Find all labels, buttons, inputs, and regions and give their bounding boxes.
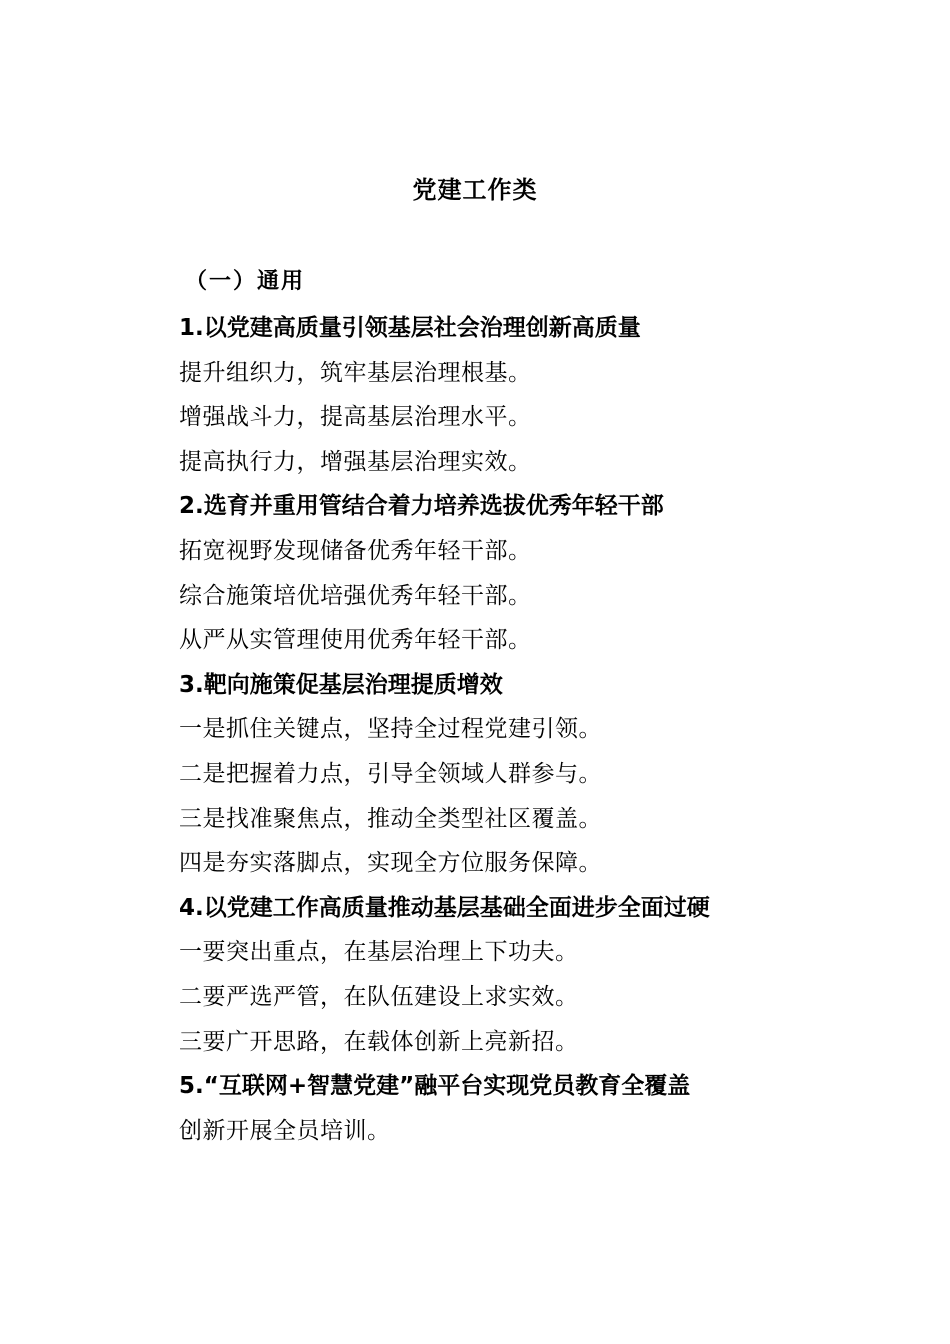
item-3-line-4: 四是夯实落脚点，实现全方位服务保障。 bbox=[179, 850, 602, 877]
item-3-line-3: 三是找准聚焦点，推动全类型社区覆盖。 bbox=[179, 805, 602, 832]
section-label: （一）通用 bbox=[185, 269, 306, 294]
item-4-line-1: 一要突出重点，在基层治理上下功夫。 bbox=[179, 939, 579, 966]
document-title: 党建工作类 bbox=[412, 175, 538, 204]
item-1-line-1: 提升组织力，筑牢基层治理根基。 bbox=[179, 359, 532, 386]
item-2-line-2: 综合施策培优培强优秀年轻干部。 bbox=[179, 582, 532, 609]
item-3-line-1: 一是抓住关键点，坚持全过程党建引领。 bbox=[179, 716, 602, 743]
item-3-line-2: 二是把握着力点，引导全领域人群参与。 bbox=[179, 760, 602, 787]
item-2-line-1: 拓宽视野发现储备优秀年轻干部。 bbox=[179, 537, 532, 564]
item-1-line-3: 提高执行力，增强基层治理实效。 bbox=[179, 448, 532, 475]
item-1-line-2: 增强战斗力，提高基层治理水平。 bbox=[179, 404, 532, 431]
item-heading-2: 2.选育并重用管结合着力培养选拔优秀年轻干部 bbox=[179, 493, 664, 520]
item-4-line-2: 二要严选严管，在队伍建设上求实效。 bbox=[179, 983, 579, 1010]
item-4-line-3: 三要广开思路，在载体创新上亮新招。 bbox=[179, 1028, 579, 1055]
item-5-line-1: 创新开展全员培训。 bbox=[179, 1117, 391, 1144]
item-heading-1: 1.以党建高质量引领基层社会治理创新高质量 bbox=[179, 315, 641, 341]
document-body bbox=[179, 262, 879, 1153]
item-heading-5: 5.“互联网+智慧党建”融平台实现党员教育全覆盖 bbox=[179, 1073, 691, 1100]
item-2-line-3: 从严从实管理使用优秀年轻干部。 bbox=[179, 627, 532, 654]
item-heading-4: 4.以党建工作高质量推动基层基础全面进步全面过硬 bbox=[179, 894, 710, 921]
item-heading-3: 3.靶向施策促基层治理提质增效 bbox=[179, 671, 503, 698]
